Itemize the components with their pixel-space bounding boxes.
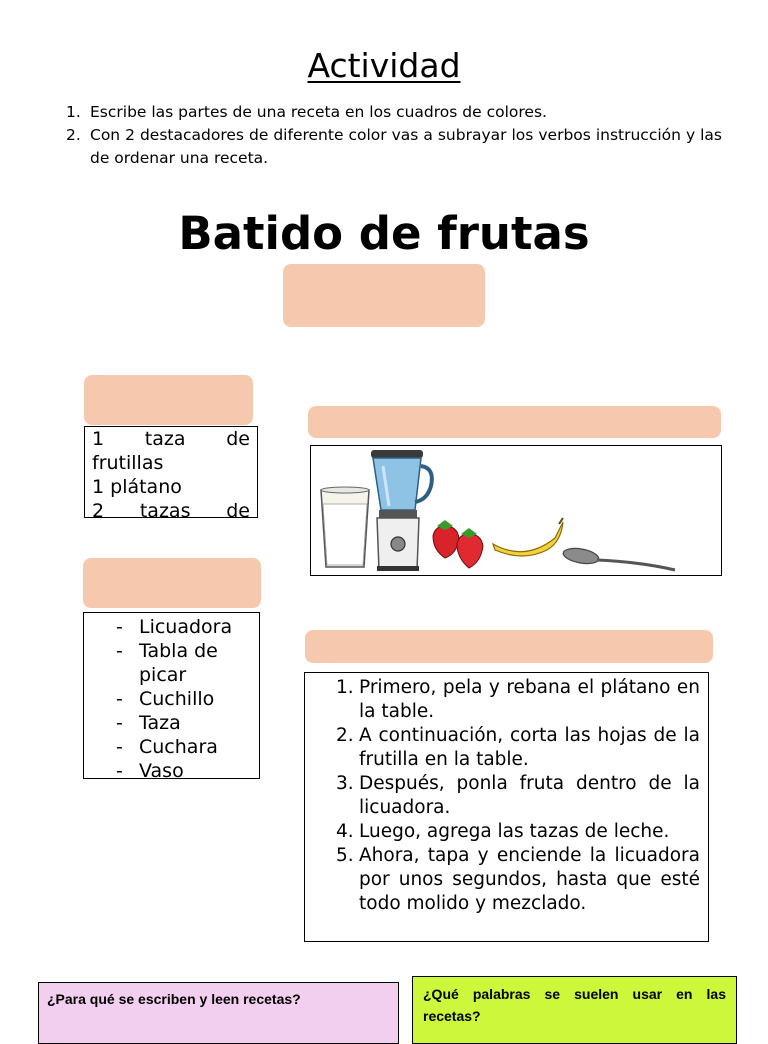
utensil-label: Taza xyxy=(139,712,181,734)
recipe-title: Batido de frutas xyxy=(178,207,590,260)
utensils-label-box[interactable] xyxy=(83,558,261,608)
step-text: Ahora, tapa y enciende la licuadora por unos segundos, hasta que esté todo molido y mezclado. xyxy=(359,845,700,914)
step-number: 3. xyxy=(336,773,354,794)
list-dash: - xyxy=(116,616,123,638)
utensil-label: Vaso xyxy=(139,760,184,779)
ingredient-line: 2 tazas de xyxy=(92,500,250,518)
list-dash: - xyxy=(116,688,123,710)
image-label-box[interactable] xyxy=(308,406,721,438)
step-item xyxy=(305,676,700,724)
ingredient-line: 1 taza de xyxy=(92,428,250,450)
step-item xyxy=(305,724,700,772)
illustration-canvas xyxy=(311,446,721,575)
list-dash: - xyxy=(116,760,123,779)
list-dash: - xyxy=(116,640,123,662)
steps-list xyxy=(305,673,708,916)
utensil-item xyxy=(84,615,259,639)
activity-title: Actividad xyxy=(307,46,461,85)
step-text: A continuación, corta las hojas de la frutilla en la table. xyxy=(359,725,700,770)
steps-label-box[interactable] xyxy=(305,630,713,663)
ingredients-label-box[interactable] xyxy=(84,375,253,425)
ingredients-box xyxy=(84,426,258,518)
utensil-item xyxy=(84,711,259,735)
utensil-label: Tabla de picar xyxy=(139,640,218,686)
spoon-icon xyxy=(562,546,675,570)
glass-of-milk-icon xyxy=(321,487,369,567)
question-text: ¿Para qué se escriben y leen recetas? xyxy=(47,991,301,1007)
step-text: Primero, pela y rebana el plátano en la table. xyxy=(359,677,700,722)
instruction-text: Con 2 destacadores de diferente color vas a subrayar los verbos instrucción y las de ordenar una receta. xyxy=(90,126,722,167)
utensils-list xyxy=(84,613,259,779)
instructions-list xyxy=(66,101,722,170)
step-item xyxy=(305,772,700,820)
step-number: 5. xyxy=(336,845,354,866)
step-text: Luego, agrega las tazas de leche. xyxy=(359,821,670,842)
instruction-item xyxy=(66,124,722,170)
banana-icon xyxy=(493,518,563,556)
step-number: 4. xyxy=(336,821,354,842)
illustration-box xyxy=(310,445,722,576)
steps-box xyxy=(304,672,709,942)
utensil-item xyxy=(84,687,259,711)
ingredient-line: frutillas xyxy=(92,452,164,474)
utensils-box xyxy=(83,612,260,779)
utensil-label: Licuadora xyxy=(139,616,233,638)
utensil-label: Cuchara xyxy=(139,736,218,758)
utensil-item xyxy=(84,735,259,759)
list-dash: - xyxy=(116,712,123,734)
step-item xyxy=(305,844,700,916)
strawberries-icon xyxy=(433,520,483,568)
question-box-words[interactable] xyxy=(412,976,737,1044)
title-label-box[interactable] xyxy=(283,264,485,327)
step-item xyxy=(305,820,700,844)
step-text: Después, ponla fruta dentro de la licuadora. xyxy=(359,773,700,818)
utensil-item xyxy=(84,759,259,779)
ingredient-line: 1 plátano xyxy=(92,476,182,498)
instruction-number: 1. xyxy=(66,103,81,121)
list-dash: - xyxy=(116,736,123,758)
step-number: 2. xyxy=(336,725,354,746)
instruction-item xyxy=(66,101,722,124)
instruction-text: Escribe las partes de una receta en los cuadros de colores. xyxy=(90,103,547,121)
question-box-purpose[interactable] xyxy=(38,982,399,1044)
blender-icon xyxy=(371,450,432,571)
utensil-label: Cuchillo xyxy=(139,688,215,710)
step-number: 1. xyxy=(336,677,354,698)
instruction-number: 2. xyxy=(66,126,81,144)
utensil-item xyxy=(84,639,259,687)
question-text: ¿Qué palabras se suelen usar en las recetas? xyxy=(423,986,726,1024)
